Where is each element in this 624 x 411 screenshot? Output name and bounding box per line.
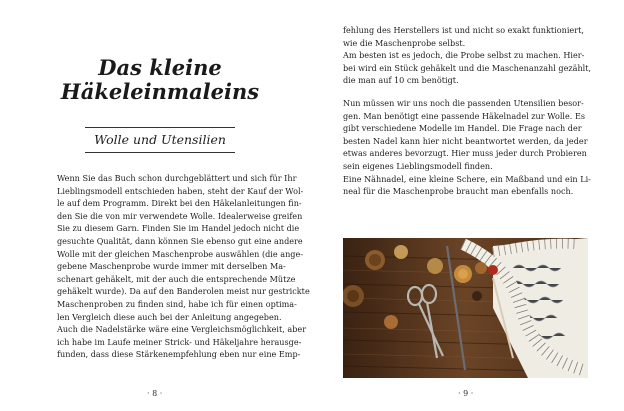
text-line: ich habe im Laufe meiner Strick- und Häkeljahre herausge- bbox=[57, 336, 302, 347]
text-line: Wenn Sie das Buch schon durchgeblättert und sich für Ihr bbox=[57, 173, 297, 183]
text-line: le auf dem Programm. Direkt bei den Häkelanleitungen fin- bbox=[57, 198, 302, 209]
text-line: neal für die Maschenprobe braucht man ebenfalls noch. bbox=[343, 186, 574, 197]
title-line-1: Das kleine bbox=[98, 55, 222, 80]
paragraph-2 bbox=[343, 97, 591, 198]
text-line: Am besten ist es jedoch, die Probe selbst zu machen. Hier- bbox=[343, 50, 585, 61]
text-line: bei wird ein Stück gehäkelt und die Maschenanzahl gezählt, bbox=[343, 62, 592, 73]
left-body-text bbox=[57, 172, 310, 361]
sewing-tools-photo bbox=[343, 238, 588, 378]
text-line: besten Nadel kann hier nicht beantwortet werden, da jeder bbox=[343, 135, 588, 146]
text-line: Lieblingsmodell entschieden haben, steht der Kauf der Wol- bbox=[57, 185, 304, 196]
text-line: den Sie die von mir verwendete Wolle. Idealerweise greifen bbox=[57, 210, 303, 221]
text-line: gebene Maschenprobe wurde immer mit derselben Ma- bbox=[57, 261, 286, 272]
right-body-text bbox=[343, 24, 592, 198]
text-line: Eine Nähnadel, eine kleine Schere, ein Maßband und ein Li- bbox=[343, 173, 591, 184]
text-line: sein eigenes Lieblingsmodell finden. bbox=[343, 160, 493, 171]
text-line: schenart gehäkelt, mit der auch die entsprechende Mütze bbox=[57, 273, 296, 284]
text-line: Nun müssen wir uns noch die passenden Utensilien besor- bbox=[343, 97, 584, 108]
text-line: Auch die Nadelstärke wäre eine Vergleichsmöglichkeit, aber bbox=[57, 324, 307, 335]
sewing-tools-illustration bbox=[343, 238, 588, 378]
subtitle-rule-top bbox=[85, 127, 235, 128]
text-line: fehlung des Herstellers ist und nicht so exakt funktioniert, bbox=[343, 25, 584, 35]
text-line: Sie zu diesem Garn. Finden Sie im Handel jedoch nicht die bbox=[57, 223, 300, 234]
text-line: die man auf 10 cm benötigt. bbox=[343, 75, 459, 86]
subtitle-rule-bottom bbox=[85, 152, 235, 153]
title-line-2: Häkeleinmaleins bbox=[60, 79, 260, 104]
paragraph-1 bbox=[343, 24, 592, 87]
text-line: funden, dass diese Stärkenempfehlung eben nur eine Emp- bbox=[57, 349, 301, 360]
text-line: gehäkelt wurde). Da auf den Banderolen meist nur gestrickte bbox=[57, 286, 310, 297]
page-number-right: · 9 · bbox=[458, 389, 474, 398]
text-line: etwas anderes bevorzugt. Hier muss jeder durch Probieren bbox=[343, 148, 587, 159]
text-line: gen. Man benötigt eine passende Häkelnadel zur Wolle. Es bbox=[343, 110, 586, 121]
text-line: len Vergleich diese auch bei der Anleitung angegeben. bbox=[57, 311, 282, 322]
chapter-title bbox=[60, 56, 260, 104]
text-line: Maschenproben zu finden sind, habe ich für einen optima- bbox=[57, 298, 297, 309]
text-line: Wolle mit der gleichen Maschenprobe auswählen (die ange- bbox=[57, 248, 303, 259]
page-number-left: · 8 · bbox=[147, 389, 163, 398]
section-subtitle: Wolle und Utensilien bbox=[94, 132, 226, 147]
text-line: gesuchte Qualität, dann können Sie ebenso gut eine andere bbox=[57, 235, 303, 246]
text-line: wie die Maschenprobe selbst. bbox=[343, 37, 466, 48]
text-line: gibt verschiedene Modelle im Handel. Die Frage nach der bbox=[343, 123, 582, 134]
